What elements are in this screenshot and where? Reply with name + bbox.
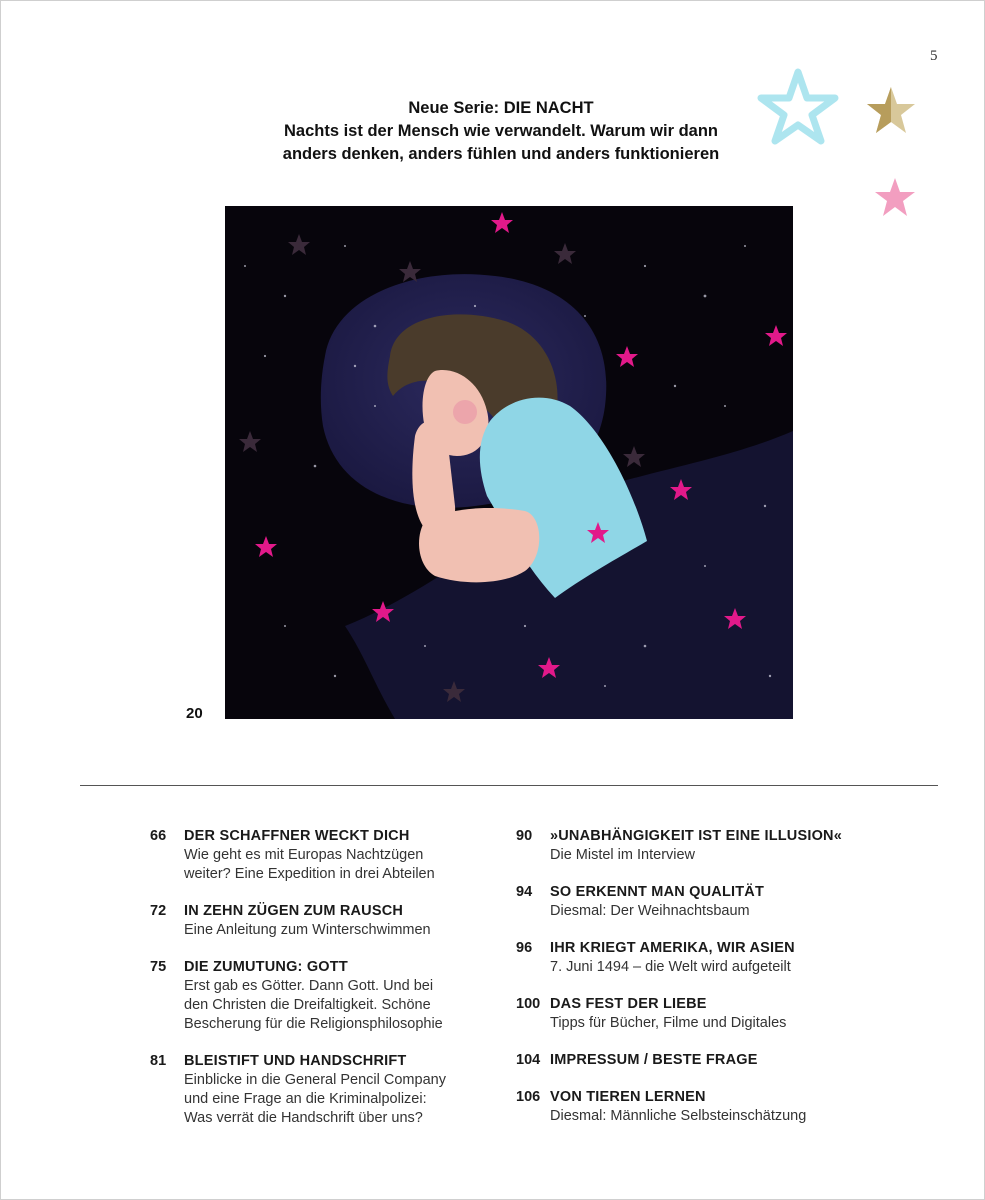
toc-description: 7. Juni 1494 – die Welt wird aufgeteilt: [550, 959, 791, 975]
toc-description: Bescherung für die Religionsphilosophie: [184, 1016, 443, 1032]
toc-description: Erst gab es Götter. Dann Gott. Und bei: [184, 978, 434, 994]
toc-entry[interactable]: [516, 995, 916, 1033]
toc-description: Einblicke in die General Pencil Company: [184, 1072, 446, 1088]
toc-entry[interactable]: [150, 827, 550, 884]
page-number: 5: [930, 48, 938, 64]
toc-title: IMPRESSUM / BESTE FRAGE: [550, 1052, 758, 1068]
toc-entry[interactable]: [516, 939, 916, 977]
headline-line-1: Neue Serie: DIE NACHT: [408, 99, 594, 117]
toc-entry[interactable]: [150, 958, 550, 1034]
toc-page-number: 96: [516, 940, 533, 956]
toc-title: BLEISTIFT UND HANDSCHRIFT: [184, 1053, 407, 1069]
toc-right-column: [516, 827, 916, 1144]
headline-line-3: anders denken, anders fühlen und anders funktionieren: [282, 145, 720, 163]
toc-title: SO ERKENNT MAN QUALITÄT: [550, 884, 765, 900]
toc-title: »UNABHÄNGIGKEIT IST EINE ILLUSION«: [550, 828, 842, 844]
toc-entry[interactable]: [150, 1052, 550, 1128]
toc-entry[interactable]: [516, 1051, 916, 1070]
toc-entry[interactable]: [150, 902, 550, 940]
sleeping-woman-illustration: [225, 206, 793, 719]
toc-description: Die Mistel im Interview: [550, 847, 696, 863]
toc-description: Eine Anleitung zum Winterschwimmen: [184, 922, 431, 938]
toc-description: und eine Frage an die Kriminalpolizei:: [184, 1091, 427, 1107]
toc-title: DER SCHAFFNER WECKT DICH: [184, 828, 410, 844]
toc-page-number: 66: [150, 828, 167, 844]
toc-entry[interactable]: [516, 1088, 916, 1126]
toc-title: VON TIEREN LERNEN: [550, 1089, 706, 1105]
toc-description: Was verrät die Handschrift über uns?: [184, 1110, 423, 1126]
toc-page-number: 106: [516, 1089, 541, 1105]
toc-entry[interactable]: [516, 883, 916, 921]
toc-description: weiter? Eine Expedition in drei Abteilen: [184, 866, 435, 882]
toc-description: den Christen die Dreifaltigkeit. Schöne: [184, 997, 431, 1013]
toc-description: Diesmal: Der Weihnachtsbaum: [550, 903, 750, 919]
toc-page-number: 75: [150, 959, 167, 975]
toc-title: DAS FEST DER LIEBE: [550, 996, 707, 1012]
headline-line-2: Nachts ist der Mensch wie verwandelt. Warum wir dann: [284, 122, 718, 140]
toc-page-number: 94: [516, 884, 533, 900]
toc-page-number: 100: [516, 996, 541, 1012]
toc-title: IN ZEHN ZÜGEN ZUM RAUSCH: [184, 903, 404, 919]
toc-page-number: 81: [150, 1053, 167, 1069]
toc-page-number: 90: [516, 828, 533, 844]
toc-title: DIE ZUMUTUNG: GOTT: [184, 959, 348, 975]
illustration-page-reference: 20: [186, 705, 203, 722]
divider-line: [80, 785, 938, 786]
toc-description: Diesmal: Männliche Selbsteinschätzung: [550, 1108, 807, 1124]
toc-left-column: [150, 827, 550, 1146]
toc-description: Wie geht es mit Europas Nachtzügen: [184, 847, 424, 863]
series-headline: [0, 97, 985, 166]
toc-page-number: 104: [516, 1052, 541, 1068]
toc-title: IHR KRIEGT AMERIKA, WIR ASIEN: [550, 940, 795, 956]
toc-entry[interactable]: [516, 827, 916, 865]
pink-star-icon: [873, 176, 917, 218]
toc-description: Tipps für Bücher, Filme und Digitales: [550, 1015, 787, 1031]
toc-page-number: 72: [150, 903, 167, 919]
